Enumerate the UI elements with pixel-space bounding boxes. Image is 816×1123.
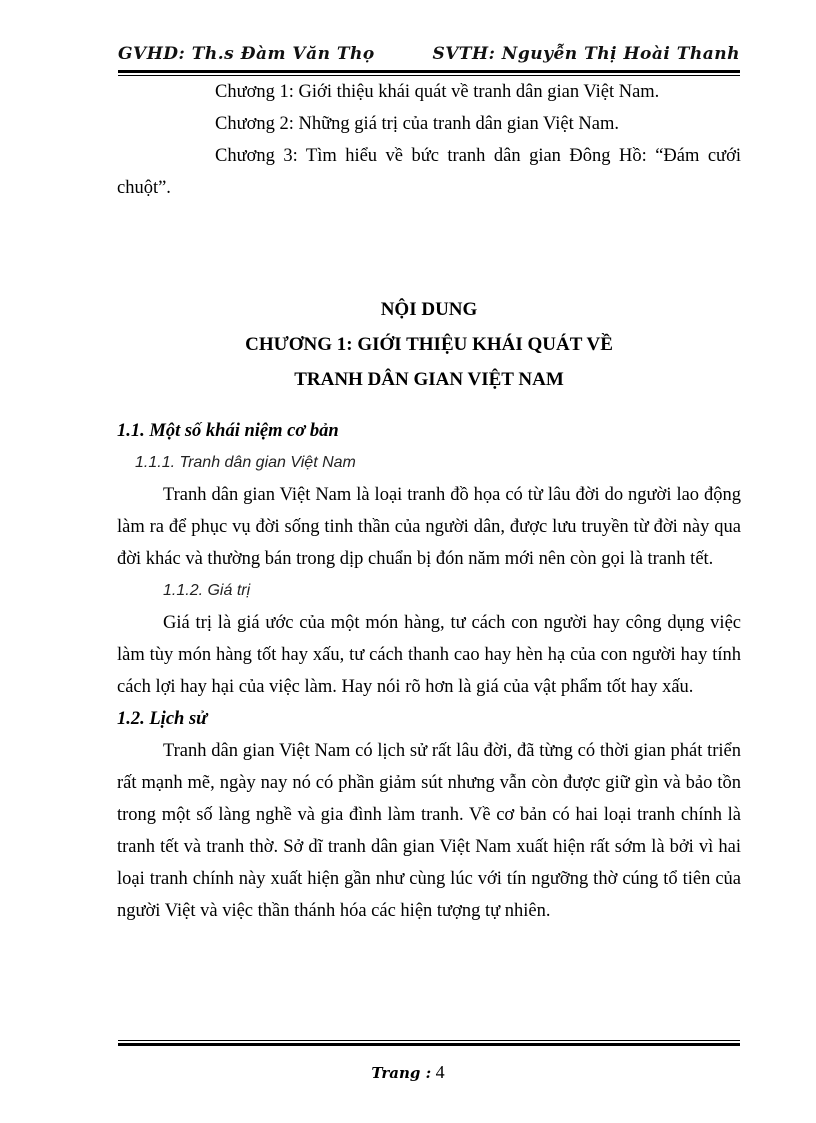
- heading-1-1-2: 1.1.2. Giá trị: [163, 582, 251, 599]
- page-footer: [0, 1062, 816, 1083]
- chapter-outline-2: Chương 2: Những giá trị của tranh dân gian Việt Nam.: [215, 114, 619, 134]
- page-content: [117, 76, 741, 927]
- page-header: [118, 38, 740, 72]
- header-student: SVTH: Nguyễn Thị Hoài Thanh: [432, 44, 740, 64]
- heading-1-2: 1.2. Lịch sử: [117, 709, 208, 729]
- paragraph-1-2: Tranh dân gian Việt Nam có lịch sử rất lâu đời, đã từng có thời gian phát triển rất mạnh mẽ, ngày nay nó có phần giảm sút nhưng vẫn còn được giữ gìn và bảo tồn trong một số làng nghề và gia đình làm tranh. Về cơ bản có hai loại tranh chính là tranh tết và tranh thờ. Sở dĩ tranh dân gian Việt Nam xuất hiện rất sớm là bởi vì hai loại tranh chính này xuất hiện gần như cùng lúc với tín ngưỡng thờ cúng tổ tiên của người Việt và việc thần thánh hóa các hiện tượng tự nhiên.: [117, 741, 741, 921]
- page-number: 4: [435, 1062, 445, 1082]
- header-advisor: GVHD: Th.s Đàm Văn Thọ: [118, 44, 375, 64]
- title-chapter-1: CHƯƠNG 1: GIỚI THIỆU KHÁI QUÁT VỀ: [245, 334, 613, 355]
- chapter-outline-1: Chương 1: Giới thiệu khái quát về tranh dân gian Việt Nam.: [215, 82, 660, 102]
- footer-rule-thin: [118, 1040, 740, 1041]
- title-chapter-1-sub: TRANH DÂN GIAN VIỆT NAM: [294, 369, 564, 390]
- paragraph-1-1-2: Giá trị là giá ước của một món hàng, tư cách con người hay công dụng việc làm tùy món hàng tốt hay xấu, tư cách thanh cao hay hèn hạ của con người hay tính cách lợi hay hại của việc làm. Hay nói rõ hơn là giá của vật phẩm tốt hay xấu.: [117, 613, 741, 697]
- title-noi-dung: NỘI DUNG: [380, 299, 478, 320]
- heading-1-1: 1.1. Một số khái niệm cơ bản: [117, 421, 339, 441]
- paragraph-1-1-1: Tranh dân gian Việt Nam là loại tranh đồ họa có từ lâu đời do người lao động làm ra để phục vụ đời sống tinh thần của người dân, được lưu truyền từ đời này qua đời khác và thường bán trong dịp chuẩn bị đón năm mới nên còn gọi là tranh tết.: [117, 485, 741, 569]
- page-label: Trang :: [371, 1064, 432, 1082]
- chapter-outline-3: Chương 3: Tìm hiểu về bức tranh dân gian Đông Hồ: “Đám cưới chuột”.: [117, 146, 741, 198]
- footer-rule: [118, 1043, 740, 1046]
- header-rule: [118, 70, 740, 73]
- heading-1-1-1: 1.1.1. Tranh dân gian Việt Nam: [135, 454, 356, 471]
